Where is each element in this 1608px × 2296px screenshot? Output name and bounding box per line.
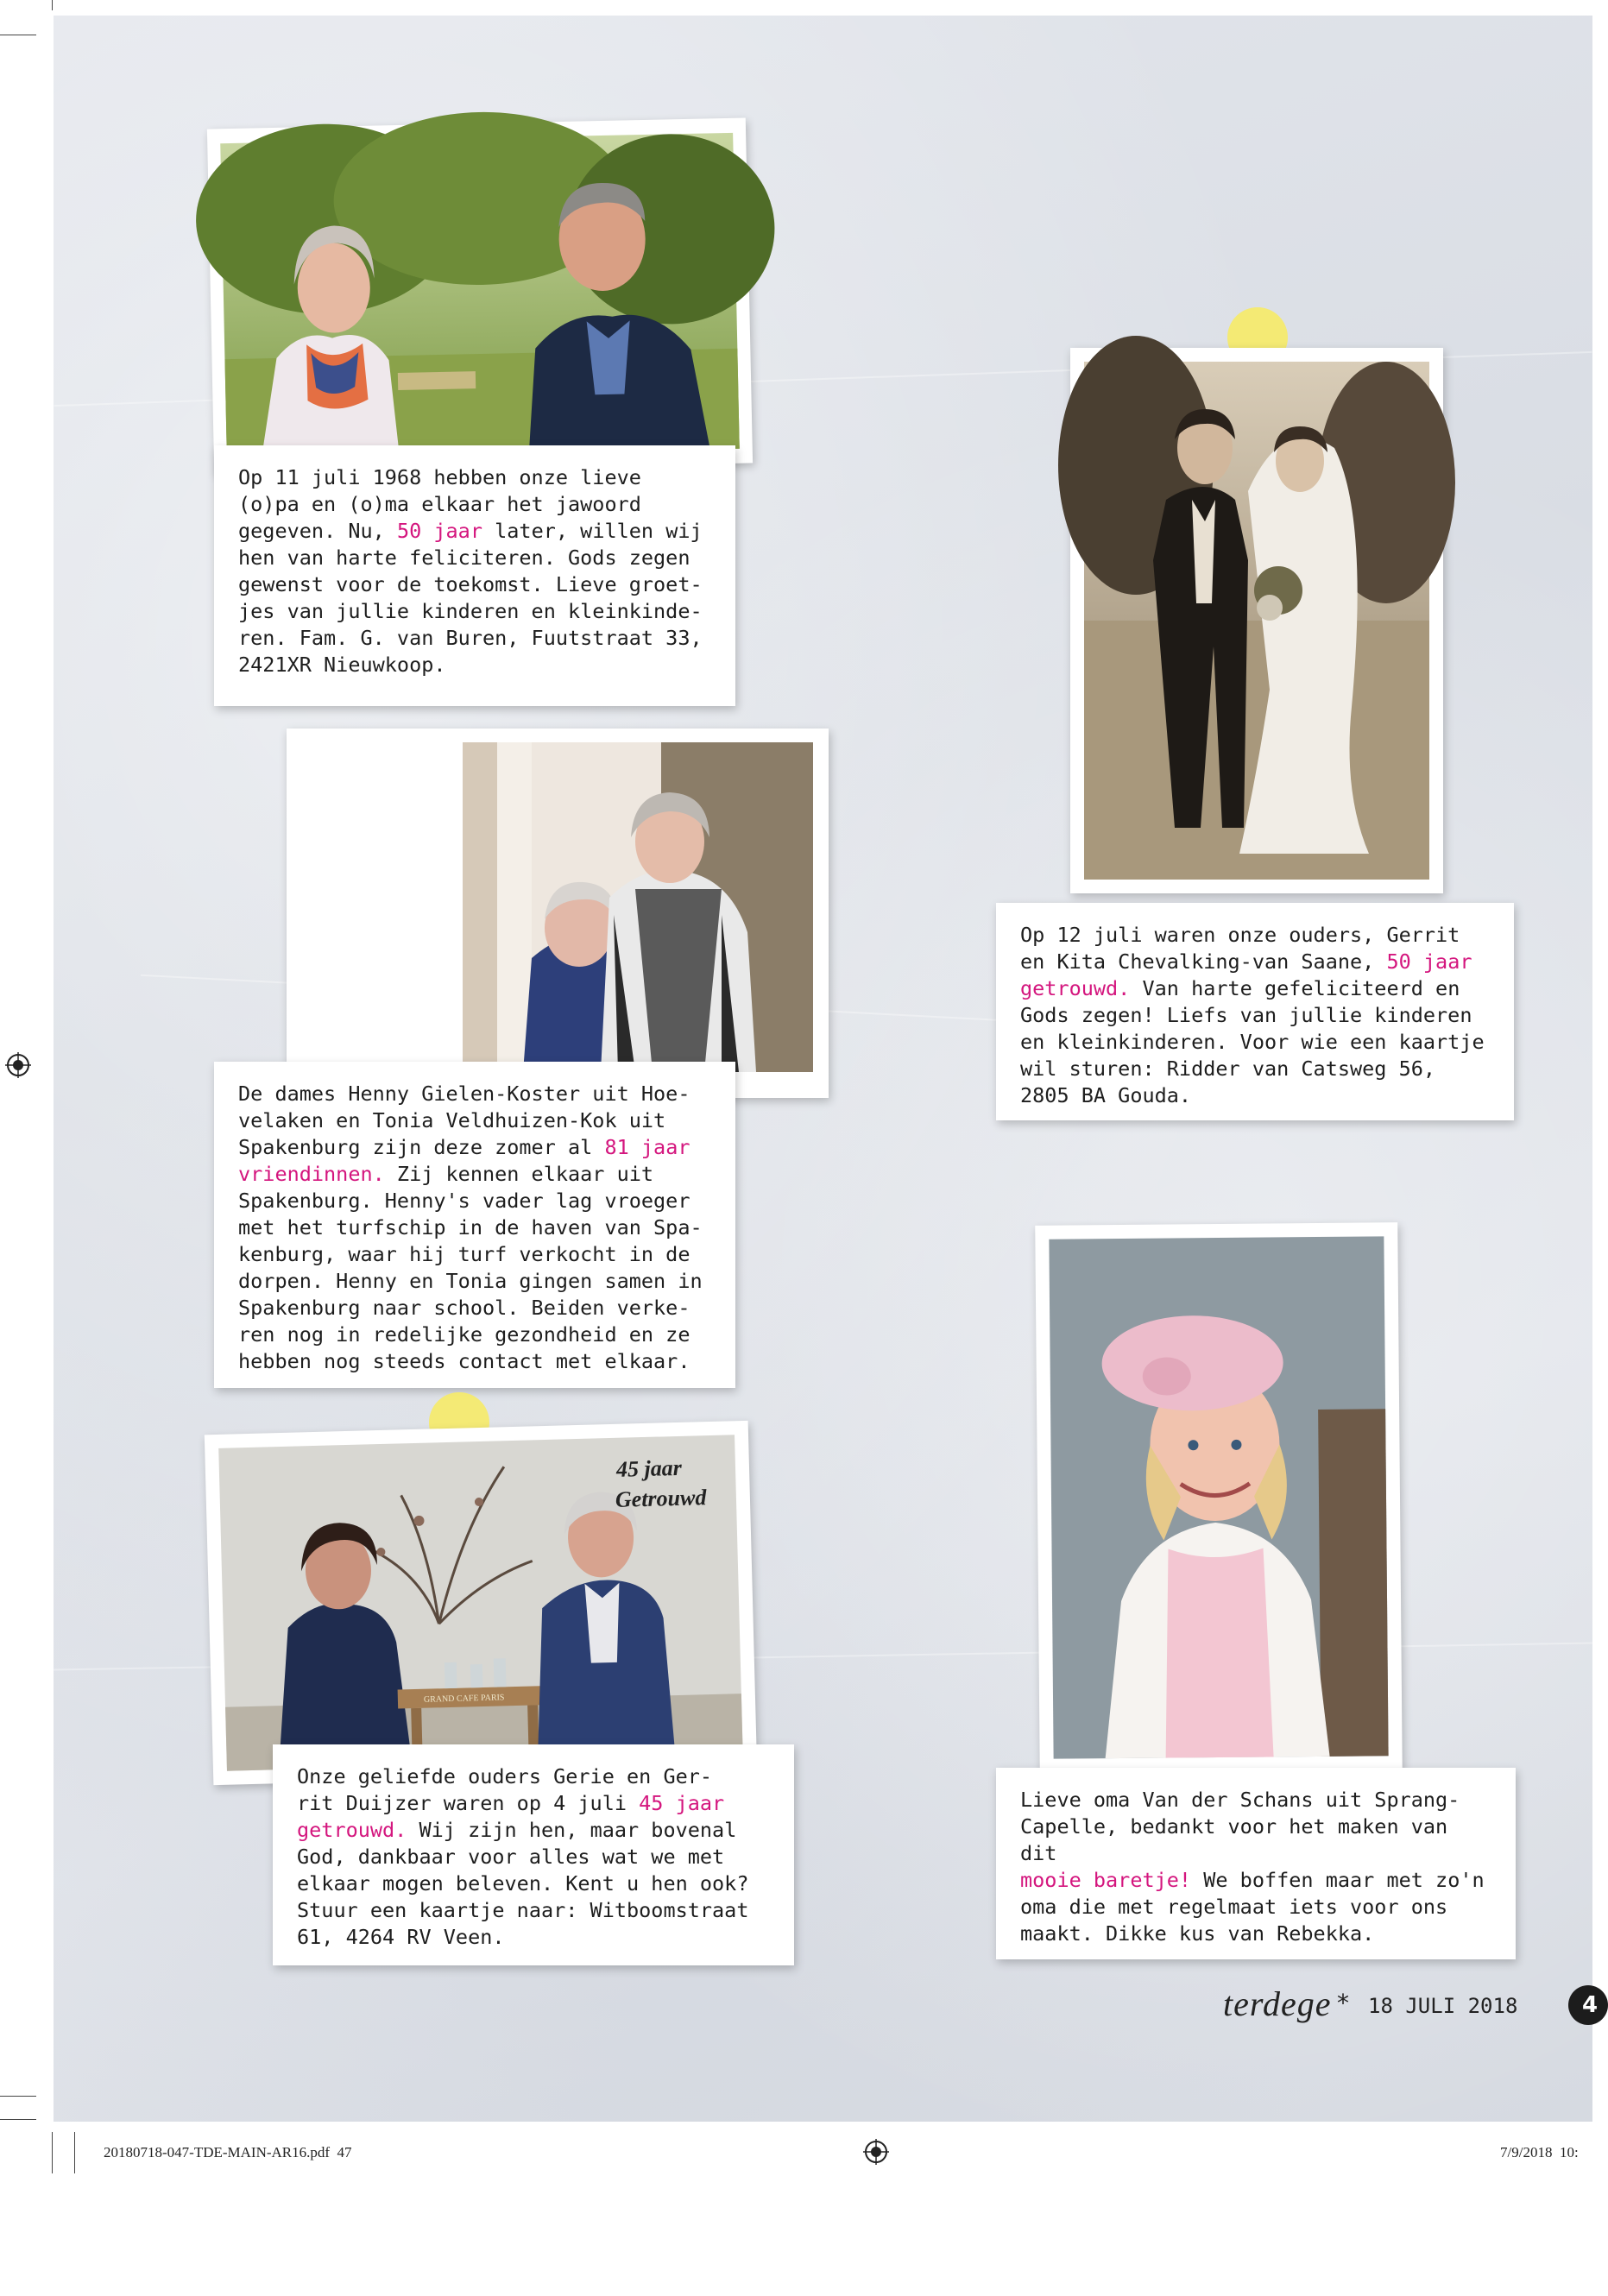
registration-mark-icon	[5, 1052, 31, 1078]
print-file-label: 20180718-047-TDE-MAIN-AR16.pdf 47	[104, 2144, 352, 2160]
crop-mark	[0, 2096, 36, 2097]
photo-frame-girl-beret	[1035, 1222, 1403, 1775]
text-card-golden-anniversary-van-buren: Op 11 juli 1968 hebben onze lieve (o)pa en (o)ma elkaar het jawoord gegeven. Nu, 50 jaar later, willen wij hen van harte feliciteren. Gods zegen gewenst voor de toekomst. Lieve groet- jes van jullie kinderen en kleinkinde- ren. Fam. G. van Buren, Fuutstraat 33, 2421XR Nieuwkoop.	[214, 445, 735, 706]
photo-caption-line1: 45 jaar	[615, 1454, 683, 1482]
crop-mark	[52, 2132, 53, 2173]
table-sign: GRAND CAFE PARIS	[423, 1693, 505, 1705]
crop-mark	[0, 2119, 36, 2120]
page-footer	[1223, 1984, 1603, 2035]
photo-frame-couple-outdoors	[207, 118, 753, 475]
photo-girl-with-beret	[1049, 1236, 1388, 1758]
photo-frame-wedding	[1070, 348, 1443, 893]
photo-caption-line2: Getrouwd	[615, 1485, 707, 1512]
photo-wedding-couple	[1084, 362, 1429, 880]
crop-mark	[52, 0, 53, 10]
photo-couple-at-table	[218, 1435, 743, 1771]
print-timestamp: 7/9/2018 10:	[1500, 2144, 1579, 2160]
magazine-page	[54, 16, 1599, 2122]
magazine-logo: terdege	[1223, 1984, 1332, 2023]
photo-frame-two-ladies	[287, 729, 829, 1098]
crop-mark	[74, 2132, 75, 2173]
text-card-golden-anniversary-chevalking: Op 12 juli waren onze ouders, Gerrit en Kita Chevalking-van Saane, 50 jaar getrouwd. Van harte gefeliciteerd en Gods zegen! Liefs van jullie kinderen en kleinkinderen. Voor wie een kaartje wil sturen: Ridder van Catsweg 56, 2805 BA Gouda.	[996, 903, 1514, 1120]
registration-mark-icon	[863, 2139, 889, 2165]
text-card-thank-you-grandma: Lieve oma Van der Schans uit Sprang- Capelle, bedankt voor het maken van dit mooie baretje! We boffen maar met zo'n oma die met regelmaat iets voor ons maakt. Dikke kus van Rebekka.	[996, 1768, 1516, 1959]
photo-frame-couple-at-table	[205, 1421, 757, 1785]
footer-separator: *	[1337, 1989, 1349, 2017]
photo-couple-outdoors	[220, 133, 740, 459]
text-card-45-years-married: Onze geliefde ouders Gerie en Ger- rit Duijzer waren op 4 juli 45 jaar getrouwd. Wij zijn hen, maar bovenal God, dankbaar voor alles wat we met elkaar mogen beleven. Kent u hen ook? Stuur een kaartje naar: Witboomstraat 61, 4264 RV Veen.	[273, 1744, 794, 1965]
text-card-friendship-81-years: De dames Henny Gielen-Koster uit Hoe- velaken en Tonia Veldhuizen-Kok uit Spakenburg zijn deze zomer al 81 jaar vriendinnen. Zij kennen elkaar uit Spakenburg. Henny's vader lag vroeger met het turfschip in de haven van Spa- kenburg, waar hij turf verkocht in de dorpen. Henny en Tonia gingen samen in Spakenburg naar school. Beiden verke- ren nog in redelijke gezondheid en ze hebben nog steeds contact met elkaar.	[214, 1062, 735, 1388]
issue-date: 18 JULI 2018	[1368, 1994, 1518, 2018]
photo-two-ladies	[463, 742, 813, 1072]
page-number: 4	[1582, 1992, 1599, 2018]
